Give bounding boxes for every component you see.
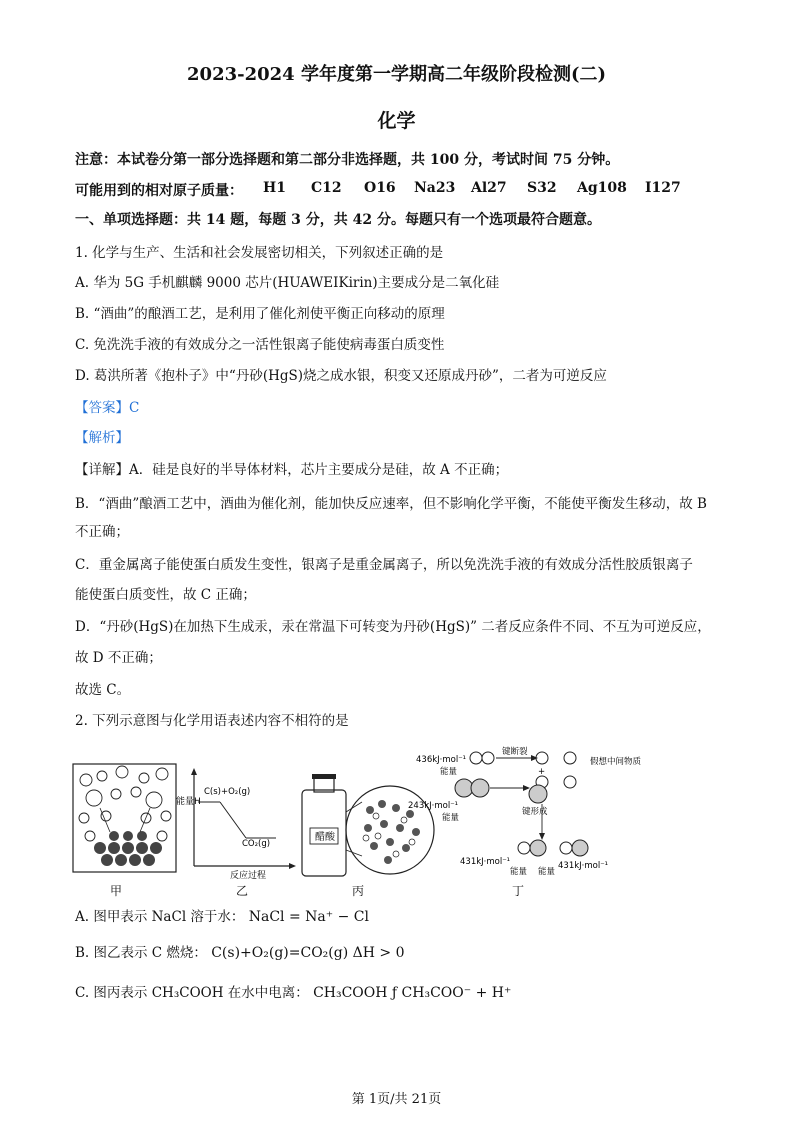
q2-option-a-formula: NaCl = Na⁺ − Cl bbox=[248, 909, 369, 925]
ding-e2: 243kJ·mol⁻¹ bbox=[408, 801, 459, 811]
q1-detail-line: C．重金属离子能使蛋白质发生变性，银离子是重金属离子，所以免洗洗手液的有效成分活性胶质银离子 bbox=[75, 557, 693, 573]
q2-option-b-text: B. 图乙表示 C 燃烧： bbox=[75, 945, 207, 961]
yi-reactant-label: C(s)+O₂(g) bbox=[204, 787, 251, 797]
ding-e3-note: 能量 bbox=[510, 867, 528, 877]
subject-title: 化学 bbox=[377, 110, 416, 132]
q1-option-a: A. 华为 5G 手机麒麟 9000 芯片(HUAWEIKirin)主要成分是二氧化硅 bbox=[75, 275, 500, 291]
question-1-stem: 1. 化学与生产、生活和社会发展密切相关，下列叙述正确的是 bbox=[75, 245, 444, 261]
q1-analysis-label: 【解析】 bbox=[75, 430, 129, 446]
section-heading: 一、单项选择题：共 14 题，每题 3 分，共 42 分。每题只有一个选项最符合题意。 bbox=[75, 212, 601, 228]
q1-option-b: B. “酒曲”的酿酒工艺，是利用了催化剂使平衡正向移动的原理 bbox=[75, 306, 445, 322]
q1-detail-line: 故 D 不正确； bbox=[75, 650, 162, 666]
figure-label-ding: 丁 bbox=[512, 884, 525, 898]
mass-item: O16 bbox=[364, 180, 396, 196]
page-footer: 第 1页/共 21页 bbox=[351, 1092, 442, 1107]
ding-form-label: 键形成 bbox=[522, 807, 548, 817]
mass-item: S32 bbox=[527, 180, 557, 196]
figure-bing bbox=[302, 774, 434, 876]
ding-plus: + bbox=[538, 767, 546, 777]
mass-item: C12 bbox=[311, 180, 342, 196]
ding-e4-note: 能量 bbox=[538, 867, 556, 877]
q2-option-b bbox=[75, 943, 404, 963]
q1-detail-line: 故选 C。 bbox=[75, 682, 131, 698]
yi-y-axis-label: 能量H bbox=[176, 797, 201, 807]
mass-item: Ag108 bbox=[577, 180, 627, 196]
q1-option-d: D. 葛洪所著《抱朴子》中“丹砂(HgS)烧之成水银，积变又还原成丹砂”，二者为可逆反应 bbox=[75, 368, 607, 384]
figure-label-bing: 丙 bbox=[352, 884, 365, 898]
q2-option-c-formula: CH₃COOH ƒ CH₃COO⁻ + H⁺ bbox=[313, 985, 512, 1001]
exam-title: 2023-2024 学年度第一学期高二年级阶段检测(二) bbox=[187, 64, 606, 85]
ding-e4: 431kJ·mol⁻¹ bbox=[558, 861, 609, 871]
q1-detail-line: D．“丹砂(HgS)在加热下生成汞，汞在常温下可转变为丹砂(HgS)” 二者反应条件不同、不互为可逆反应， bbox=[75, 619, 711, 635]
ding-break-label: 键断裂 bbox=[502, 747, 528, 757]
bottle-label: 醋酸 bbox=[315, 832, 335, 843]
figure-yi bbox=[176, 768, 296, 881]
mass-item: Na23 bbox=[414, 180, 456, 196]
ding-e1-note: 能量 bbox=[440, 767, 458, 777]
q1-detail-line: 【详解】A．硅是良好的半导体材料，芯片主要成分是硅，故 A 不正确； bbox=[75, 462, 509, 478]
ding-e1: 436kJ·mol⁻¹ bbox=[416, 755, 467, 765]
yi-x-axis-label: 反应过程 bbox=[230, 871, 267, 881]
q2-option-c-text: C. 图丙表示 CH₃COOH 在水中电离： bbox=[75, 985, 309, 1001]
figure-label-yi: 乙 bbox=[236, 884, 249, 898]
mass-item: Al27 bbox=[471, 180, 507, 196]
q2-figure bbox=[70, 742, 642, 902]
q2-figure-svg bbox=[70, 742, 642, 902]
mass-item: H1 bbox=[263, 180, 286, 196]
figure-ding bbox=[408, 746, 642, 877]
q1-answer: 【答案】C bbox=[75, 400, 140, 416]
q1-option-c: C. 免洗洗手液的有效成分之一活性银离子能使病毒蛋白质变性 bbox=[75, 337, 445, 353]
notice-text: 注意：本试卷分第一部分选择题和第二部分非选择题，共 100 分，考试时间 75 分钟。 bbox=[75, 152, 620, 168]
q2-option-a bbox=[75, 907, 369, 927]
q1-detail-line: B．“酒曲”酿酒工艺中，酒曲为催化剂，能加快反应速率，但不影响化学平衡，不能使平衡发生移动，故 B bbox=[75, 496, 707, 512]
figure-label-jia: 甲 bbox=[110, 884, 123, 898]
ding-e2-note: 能量 bbox=[442, 813, 460, 823]
question-2-stem: 2. 下列示意图与化学用语表述内容不相符的是 bbox=[75, 713, 349, 729]
q1-detail-line: 能使蛋白质变性，故 C 正确； bbox=[75, 587, 256, 603]
q2-option-c bbox=[75, 983, 511, 1003]
mass-item: I127 bbox=[645, 180, 681, 196]
yi-product-label: CO₂(g) bbox=[242, 839, 271, 849]
figure-jia bbox=[73, 764, 176, 872]
masses-label: 可能用到的相对原子质量： bbox=[75, 183, 243, 199]
ding-middle-label: 假想中间物质 bbox=[590, 757, 642, 767]
q2-option-a-text: A. 图甲表示 NaCl 溶于水： bbox=[75, 909, 245, 925]
q1-detail-line: 不正确； bbox=[75, 524, 129, 540]
ding-e3: 431kJ·mol⁻¹ bbox=[460, 857, 511, 867]
q2-option-b-formula: C(s)+O₂(g)=CO₂(g) ΔH > 0 bbox=[211, 945, 405, 961]
